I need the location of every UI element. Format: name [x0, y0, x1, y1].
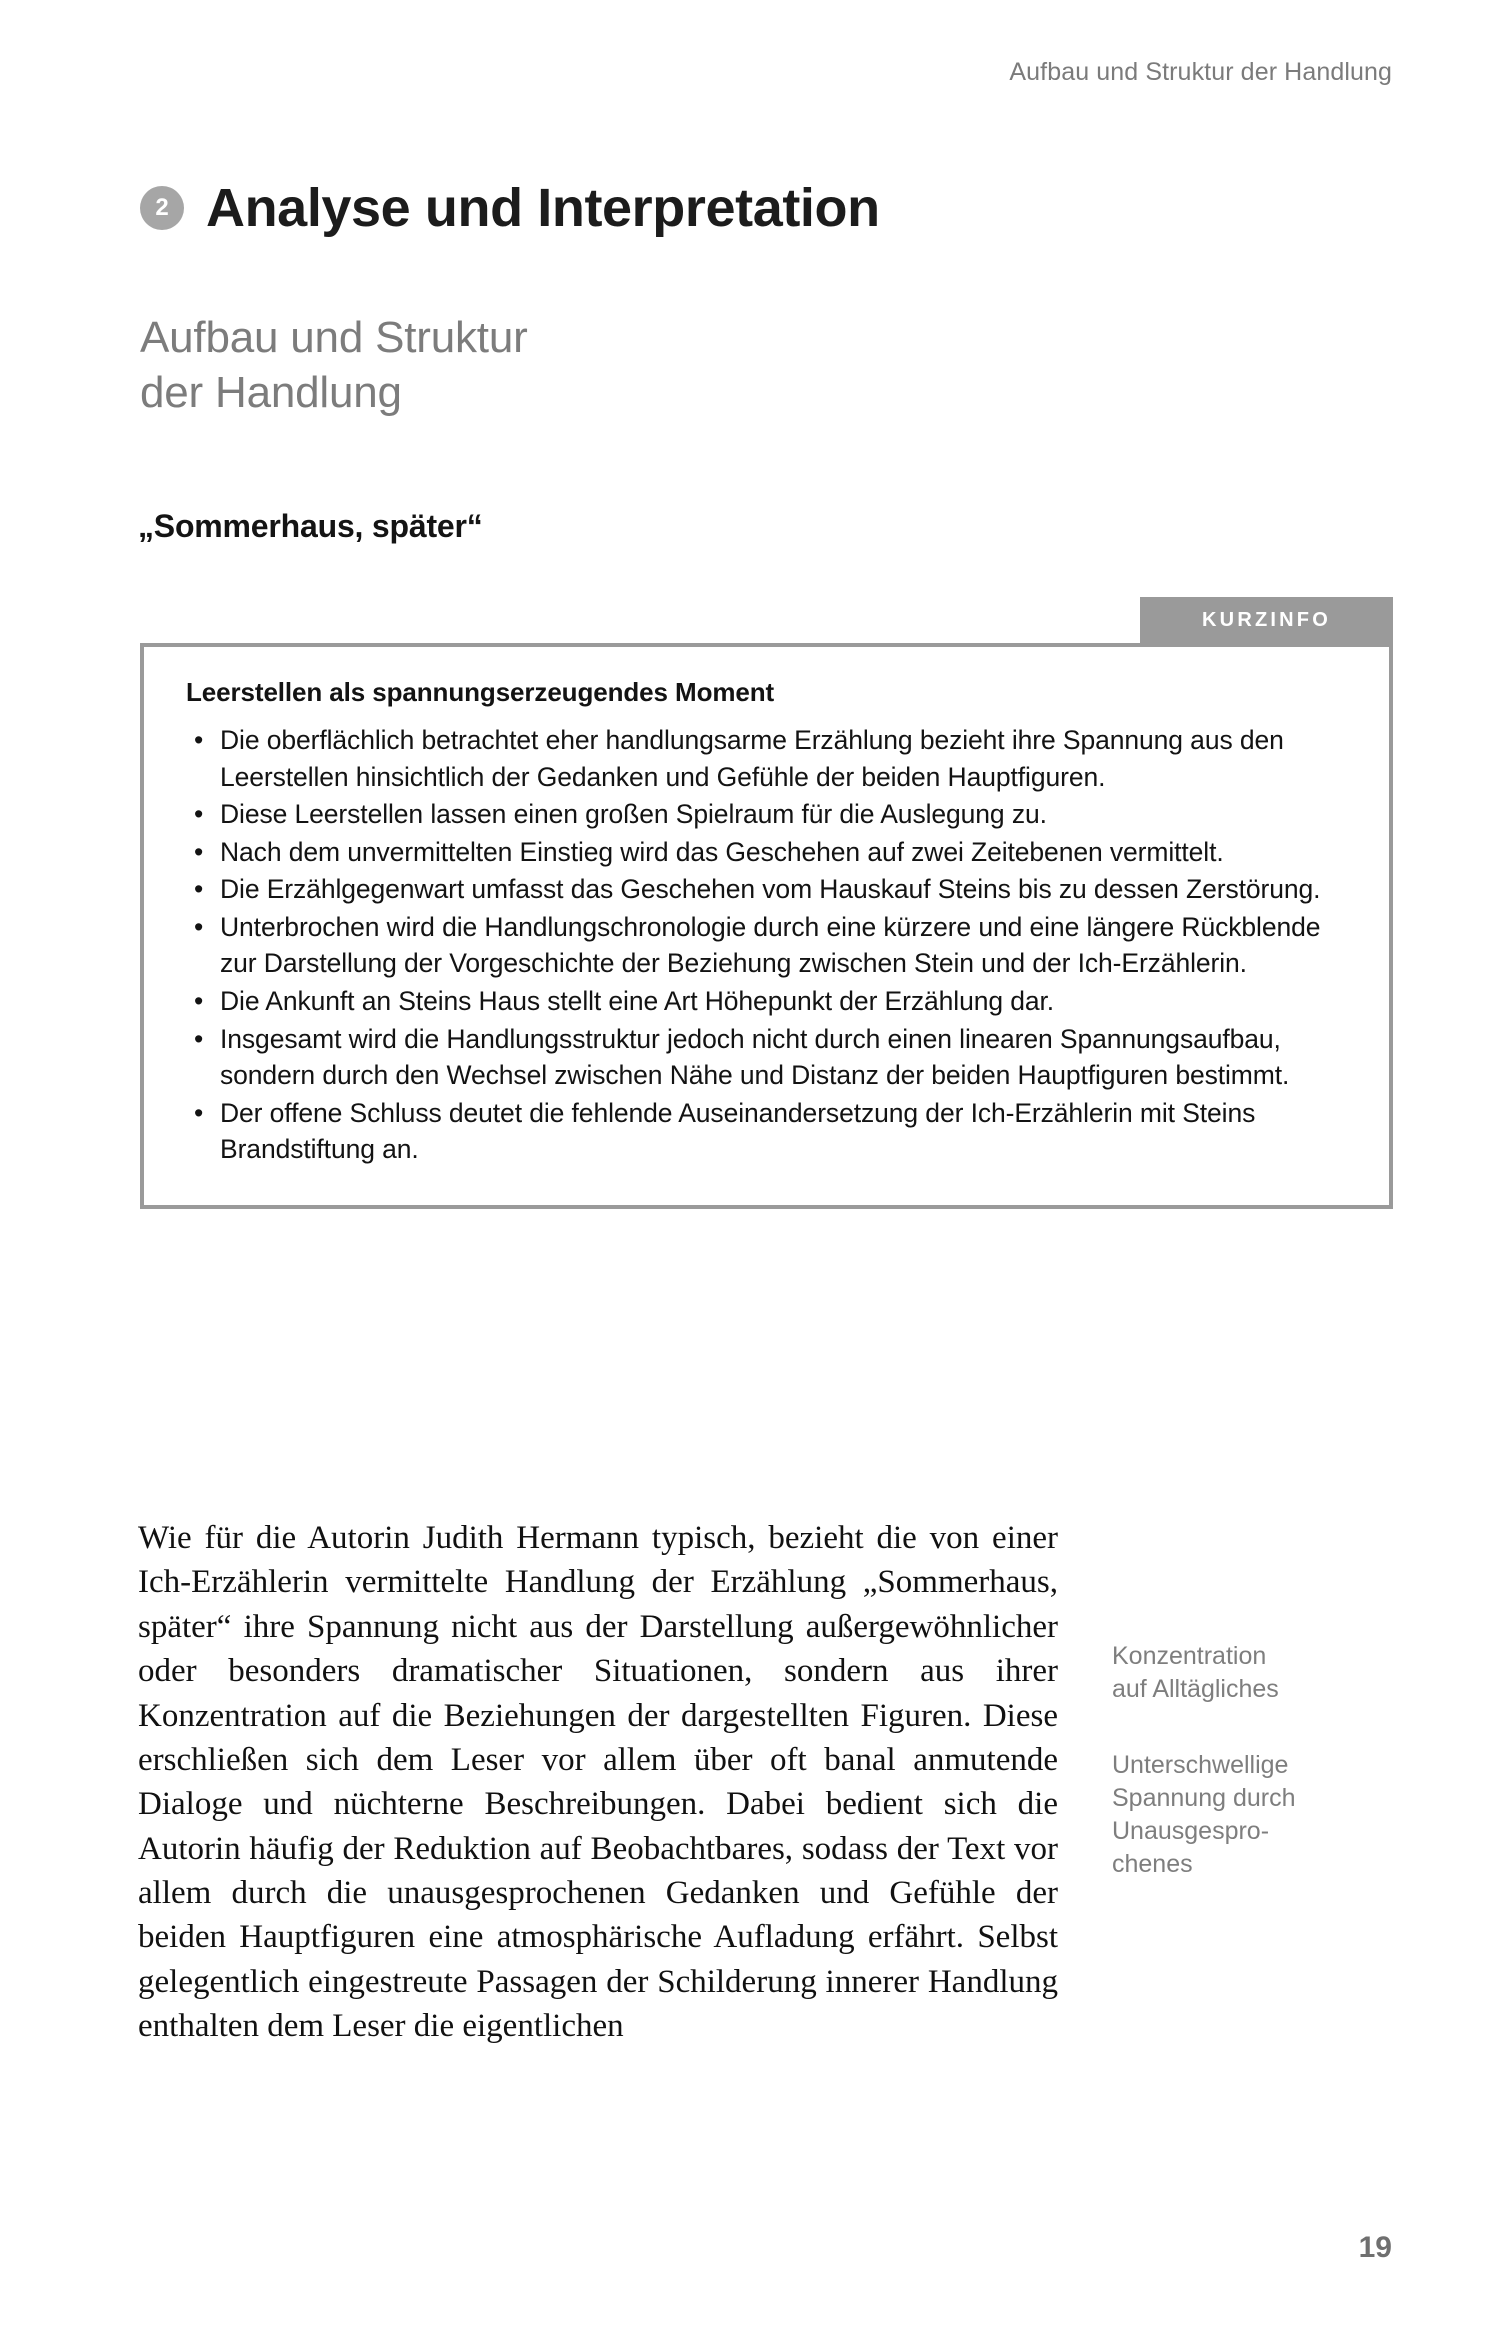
list-item-text: Die Erzählgegenwart umfasst das Geschehen vom Hauskauf Steins bis zu dessen Zerstörung.: [220, 874, 1321, 905]
list-item: [186, 1095, 1355, 1168]
bullet-icon: •: [194, 836, 204, 867]
list-item-text: Insgesamt wird die Handlungsstruktur jedoch nicht durch einen linearen Spannungsaufbau, sondern durch den Wechsel zwischen Nähe und Distanz der beiden Hauptfiguren bestimmt.: [220, 1023, 1290, 1091]
bullet-icon: •: [194, 799, 204, 830]
list-item: [186, 722, 1355, 795]
margin-note: [1112, 1640, 1402, 1707]
list-item-text: Der offene Schluss deutet die fehlende Auseinandersetzung der Ich-Erzählerin mit Steins Brandstiftung an.: [220, 1097, 1256, 1165]
list-item-text: Nach dem unvermittelten Einstieg wird das Geschehen auf zwei Zeitebenen vermittelt.: [220, 836, 1224, 867]
section-heading-line-2: der Handlung: [140, 368, 402, 417]
bullet-icon: •: [194, 1097, 204, 1128]
list-item-text: Die Ankunft an Steins Haus stellt eine Art Höhepunkt der Erzählung dar.: [220, 985, 1055, 1016]
body-text-column: [138, 1516, 1058, 2049]
running-head: Aufbau und Struktur der Handlung: [1009, 58, 1392, 86]
list-item: [186, 834, 1355, 871]
bullet-icon: •: [194, 985, 204, 1016]
page-title: Analyse und Interpretation: [206, 178, 880, 238]
list-item: [186, 796, 1355, 833]
marginalia-column: [1112, 1640, 1402, 1882]
margin-note-line: Spannung durch: [1112, 1783, 1296, 1812]
kurzinfo-box-title: Leerstellen als spannungserzeugendes Moment: [186, 677, 775, 707]
kurzinfo-box: [140, 643, 1393, 1209]
chapter-number-badge: 2: [140, 186, 184, 230]
bullet-icon: •: [194, 1023, 204, 1054]
list-item-text: Unterbrochen wird die Handlungschronologie durch eine kürzere und eine längere Rückblende zur Darstellung der Vorgeschichte der Beziehung zwischen Stein und der Ich-Erzählerin.: [220, 911, 1321, 979]
work-title: „Sommerhaus, später“: [138, 508, 483, 544]
list-item: [186, 1021, 1355, 1094]
bullet-icon: •: [194, 725, 204, 755]
kurzinfo-bullet-list: [186, 722, 1355, 1168]
page-number: 19: [1358, 2231, 1392, 2264]
margin-note-line: chenes: [1112, 1850, 1193, 1879]
list-item: [186, 871, 1355, 908]
body-paragraph: Wie für die Autorin Judith Hermann typisch, bezieht die von einer Ich-Erzählerin vermittelte Handlung der Erzählung „Sommerhaus, später“ ihre Spannung nicht aus der Darstellung außergewöhnlicher oder besonders dramatischer Situationen, sondern aus ihrer Konzentration auf die Beziehungen der dargestellten Figuren. Diese erschließen sich dem Leser vor allem über oft banal anmutende Dialoge und nüchterne Beschreibungen. Dabei bedient sich die Autorin häufig der Reduktion auf Beobachtbares, sodass der Text vor allem durch die unausgesprochenen Gedanken und Gefühle der beiden Hauptfiguren eine atmosphärische Aufladung erfährt. Selbst gelegentlich eingestreute Passagen der Schilderung innerer Handlung enthalten dem Leser die eigentlichen: [138, 1520, 1058, 2045]
bullet-icon: •: [194, 874, 204, 905]
margin-note-line: Unterschwellige: [1112, 1750, 1289, 1779]
chapter-title-row: [140, 180, 880, 237]
margin-note: [1112, 1749, 1402, 1882]
list-item: [186, 983, 1355, 1020]
margin-note-line: auf Alltägliches: [1112, 1675, 1279, 1704]
list-item-text: Diese Leerstellen lassen einen großen Spielraum für die Auslegung zu.: [220, 799, 1047, 830]
bullet-icon: •: [194, 911, 204, 942]
section-heading: [140, 310, 528, 420]
kurzinfo-tab-label: KURZINFO: [1140, 597, 1393, 643]
section-heading-line-1: Aufbau und Struktur: [140, 313, 528, 362]
margin-note-line: Unausgespro-: [1112, 1817, 1270, 1845]
margin-note-line: Konzentration: [1112, 1642, 1267, 1670]
list-item-text: Die oberflächlich betrachtet eher handlungsarme Erzählung bezieht ihre Spannung aus den Leerstellen hinsichtlich der Gedanken und Gefühle der beiden Hauptfiguren.: [220, 725, 1284, 792]
list-item: [186, 909, 1355, 982]
